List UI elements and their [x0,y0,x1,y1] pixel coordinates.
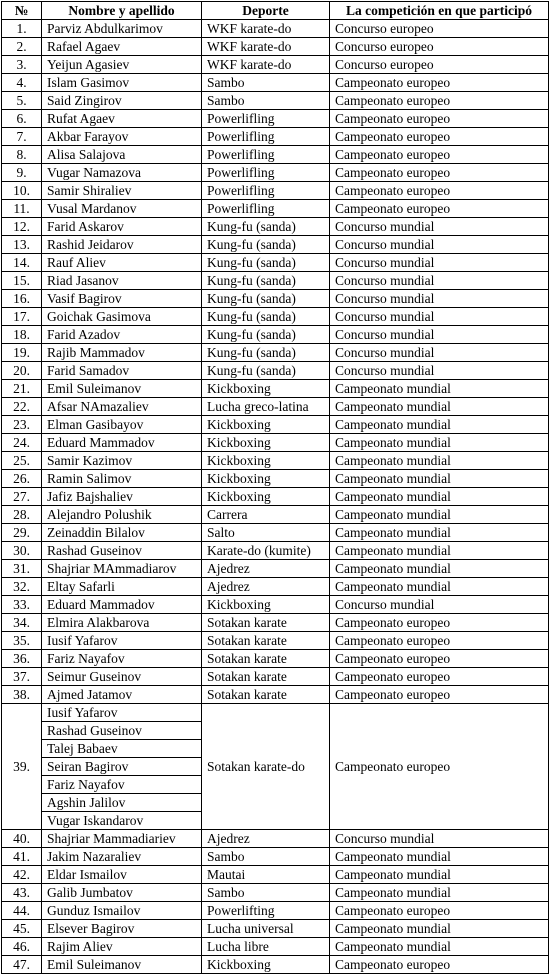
row-name: Eduard Mammadov [42,434,202,452]
row-sport: Kung-fu (sanda) [202,362,330,380]
row-number: 42. [2,866,42,884]
row-number: 40. [2,830,42,848]
row-number: 38. [2,686,42,704]
row-number: 28. [2,506,42,524]
row-sport: Powerlifting [202,902,330,920]
table-row [2,344,549,362]
row-number: 7. [2,128,42,146]
row-competition: Campeonato mundial [330,578,549,596]
row-competition: Campeonato mundial [330,884,549,902]
row-name: Rafael Agaev [42,38,202,56]
table-row [2,542,549,560]
row-name: Elmira Alakbarova [42,614,202,632]
row-number: 21. [2,380,42,398]
row-sport: Kickboxing [202,452,330,470]
row-name: Fariz Nayafov [42,650,202,668]
row-sport: Kung-fu (sanda) [202,236,330,254]
table-row [2,290,549,308]
row-name: Islam Gasimov [42,74,202,92]
row-competition: Concurso mundial [330,596,549,614]
row-sport: Salto [202,524,330,542]
row-name: Rauf Aliev [42,254,202,272]
row-name: Farid Azadov [42,326,202,344]
row-competition: Concurso europeo [330,56,549,74]
row-name: Rajib Mammadov [42,344,202,362]
row-competition: Campeonato europeo [330,686,549,704]
row-number: 44. [2,902,42,920]
row-sport: Powerlifling [202,128,330,146]
row-number: 4. [2,74,42,92]
row-number: 43. [2,884,42,902]
row-number: 17. [2,308,42,326]
row-number: 30. [2,542,42,560]
row-number: 8. [2,146,42,164]
row-sport: Kung-fu (sanda) [202,254,330,272]
row-number: 20. [2,362,42,380]
table-body-after [2,830,549,974]
row-sport: Kickboxing [202,956,330,974]
table-row [2,524,549,542]
row-name: Jafiz Bajshaliev [42,488,202,506]
row-name: Shajriar Mammadiariev [42,830,202,848]
row-sport: WKF karate-do [202,56,330,74]
header-competition: La competición en que participó [330,2,549,20]
table-row [2,92,549,110]
row-sport: WKF karate-do [202,38,330,56]
row-sport: Lucha universal [202,920,330,938]
group-member-name: Fariz Nayafov [42,776,202,794]
row-number: 45. [2,920,42,938]
row-name: Elman Gasibayov [42,416,202,434]
row-sport: Karate-do (kumite) [202,542,330,560]
row-sport: Kickboxing [202,470,330,488]
row-sport: Powerlifling [202,182,330,200]
table-row [2,146,549,164]
row-sport: Kickboxing [202,416,330,434]
table-row [2,38,549,56]
table-row [2,20,549,38]
row-sport: Powerlifling [202,200,330,218]
row-number: 1. [2,20,42,38]
row-competition: Campeonato europeo [330,614,549,632]
row-sport: Kickboxing [202,380,330,398]
row-sport: Sotakan karate [202,686,330,704]
row-number: 36. [2,650,42,668]
header-sport: Deporte [202,2,330,20]
row-name: Vasif Bagirov [42,290,202,308]
row-number: 18. [2,326,42,344]
row-competition: Concurso mundial [330,254,549,272]
group-sport: Sotakan karate-do [202,704,330,830]
group-member-name: Iusif Yafarov [42,704,202,722]
table-row [2,380,549,398]
row-sport: Ajedrez [202,560,330,578]
row-competition: Concurso mundial [330,236,549,254]
row-competition: Campeonato europeo [330,956,549,974]
row-competition: Campeonato europeo [330,200,549,218]
row-sport: Kung-fu (sanda) [202,290,330,308]
row-name: Akbar Farayov [42,128,202,146]
row-name: Alejandro Polushik [42,506,202,524]
table-row [2,416,549,434]
row-competition: Concurso mundial [330,362,549,380]
row-number: 11. [2,200,42,218]
row-competition: Campeonato mundial [330,470,549,488]
table-row [2,272,549,290]
row-sport: Kung-fu (sanda) [202,326,330,344]
row-name: Samir Kazimov [42,452,202,470]
row-competition: Campeonato europeo [330,92,549,110]
row-name: Jakim Nazaraliev [42,848,202,866]
row-name: Yeijun Agasiev [42,56,202,74]
row-name: Gunduz Ismailov [42,902,202,920]
row-competition: Concurso mundial [330,218,549,236]
row-sport: Sotakan karate [202,614,330,632]
table-row [2,470,549,488]
row-competition: Campeonato europeo [330,110,549,128]
row-sport: Powerlifling [202,146,330,164]
row-name: Vusal Mardanov [42,200,202,218]
row-competition: Campeonato europeo [330,146,549,164]
table-row [2,956,549,974]
row-name: Farid Askarov [42,218,202,236]
row-competition: Campeonato mundial [330,560,549,578]
row-competition: Campeonato europeo [330,668,549,686]
table-row [2,866,549,884]
row-sport: Sotakan karate [202,668,330,686]
row-number: 9. [2,164,42,182]
row-sport: Kung-fu (sanda) [202,272,330,290]
table-row [2,704,549,722]
table-row [2,920,549,938]
group-member-name: Agshin Jalilov [42,794,202,812]
row-number: 37. [2,668,42,686]
row-sport: Kickboxing [202,434,330,452]
table-row [2,614,549,632]
row-name: Riad Jasanov [42,272,202,290]
row-name: Elsever Bagirov [42,920,202,938]
row-number: 6. [2,110,42,128]
row-competition: Concurso europeo [330,20,549,38]
row-number: 2. [2,38,42,56]
row-number: 25. [2,452,42,470]
row-number: 5. [2,92,42,110]
row-number: 16. [2,290,42,308]
row-competition: Campeonato mundial [330,920,549,938]
row-sport: Sambo [202,848,330,866]
row-number: 3. [2,56,42,74]
row-name: Iusif Yafarov [42,632,202,650]
row-competition: Campeonato mundial [330,848,549,866]
row-sport: Sambo [202,74,330,92]
table-row [2,434,549,452]
row-competition: Concurso europeo [330,38,549,56]
row-competition: Campeonato mundial [330,380,549,398]
row-name: Rashad Guseinov [42,542,202,560]
table-row [2,578,549,596]
row-name: Seimur Guseinov [42,668,202,686]
row-sport: Ajedrez [202,578,330,596]
table-row [2,200,549,218]
table-row [2,128,549,146]
row-competition: Campeonato mundial [330,524,549,542]
row-competition: Concurso mundial [330,308,549,326]
row-name: Afsar NAmazaliev [42,398,202,416]
row-number: 14. [2,254,42,272]
row-name: Emil Suleimanov [42,380,202,398]
row-sport: Mautai [202,866,330,884]
row-name: Said Zingirov [42,92,202,110]
table-row [2,848,549,866]
row-name: Goichak Gasimova [42,308,202,326]
group-member-name: Rashad Guseinov [42,722,202,740]
row-name: Ramin Salimov [42,470,202,488]
row-sport: Kung-fu (sanda) [202,308,330,326]
row-sport: Kickboxing [202,596,330,614]
row-name: Eduard Mammadov [42,596,202,614]
table-row [2,560,549,578]
row-name: Eltay Safarli [42,578,202,596]
athletes-table [1,1,549,974]
row-number: 13. [2,236,42,254]
row-number: 12. [2,218,42,236]
table-row [2,632,549,650]
table-row [2,218,549,236]
row-name: Parviz Abdulkarimov [42,20,202,38]
table-row [2,938,549,956]
row-number: 15. [2,272,42,290]
group-member-name: Talej Babaev [42,740,202,758]
group-competition: Campeonato europeo [330,704,549,830]
row-number: 31. [2,560,42,578]
row-sport: Powerlifling [202,110,330,128]
header-row [2,2,549,20]
row-number: 33. [2,596,42,614]
row-competition: Campeonato mundial [330,866,549,884]
row-number: 26. [2,470,42,488]
row-name: Ajmed Jatamov [42,686,202,704]
row-competition: Campeonato europeo [330,128,549,146]
row-competition: Concurso mundial [330,326,549,344]
row-number: 10. [2,182,42,200]
row-sport: WKF karate-do [202,20,330,38]
row-sport: Lucha libre [202,938,330,956]
row-name: Emil Suleimanov [42,956,202,974]
row-competition: Campeonato europeo [330,902,549,920]
table-row [2,236,549,254]
row-name: Rajim Aliev [42,938,202,956]
row-competition: Campeonato europeo [330,182,549,200]
row-sport: Ajedrez [202,830,330,848]
table-row [2,596,549,614]
row-name: Samir Shiraliev [42,182,202,200]
row-name: Rashid Jeidarov [42,236,202,254]
row-number: 23. [2,416,42,434]
row-name: Galib Jumbatov [42,884,202,902]
row-sport: Sambo [202,884,330,902]
row-number: 32. [2,578,42,596]
row-competition: Campeonato europeo [330,164,549,182]
table-row [2,308,549,326]
row-name: Eldar Ismailov [42,866,202,884]
row-competition: Concurso mundial [330,344,549,362]
group-number: 39. [2,704,42,830]
table-row [2,830,549,848]
row-competition: Campeonato europeo [330,74,549,92]
row-competition: Campeonato mundial [330,398,549,416]
table-row [2,650,549,668]
table-row [2,452,549,470]
row-competition: Concurso mundial [330,272,549,290]
table-row [2,884,549,902]
row-competition: Concurso mundial [330,830,549,848]
header-name: Nombre y apellido [42,2,202,20]
row-competition: Campeonato mundial [330,416,549,434]
table-row [2,488,549,506]
table-row [2,686,549,704]
table-body-before [2,20,549,704]
row-competition: Campeonato mundial [330,542,549,560]
row-number: 47. [2,956,42,974]
table-row [2,902,549,920]
row-name: Vugar Namazova [42,164,202,182]
row-sport: Kung-fu (sanda) [202,218,330,236]
table-row [2,362,549,380]
row-sport: Carrera [202,506,330,524]
row-number: 46. [2,938,42,956]
row-number: 35. [2,632,42,650]
row-number: 29. [2,524,42,542]
row-competition: Campeonato mundial [330,488,549,506]
row-sport: Powerlifling [202,164,330,182]
row-number: 34. [2,614,42,632]
table-row [2,506,549,524]
row-name: Shajriar MAmmadiarov [42,560,202,578]
table-row [2,164,549,182]
row-sport: Sambo [202,92,330,110]
row-competition: Concurso mundial [330,290,549,308]
row-number: 22. [2,398,42,416]
row-name: Rufat Agaev [42,110,202,128]
row-competition: Campeonato europeo [330,650,549,668]
row-name: Farid Samadov [42,362,202,380]
table-row [2,254,549,272]
row-sport: Lucha greco-latina [202,398,330,416]
row-competition: Campeonato mundial [330,938,549,956]
row-sport: Sotakan karate [202,632,330,650]
group-member-name: Vugar Iskandarov [42,812,202,830]
row-sport: Kung-fu (sanda) [202,344,330,362]
table-row [2,326,549,344]
table-row [2,398,549,416]
row-number: 19. [2,344,42,362]
row-sport: Kickboxing [202,488,330,506]
row-number: 27. [2,488,42,506]
row-name: Alisa Salajova [42,146,202,164]
row-sport: Sotakan karate [202,650,330,668]
row-number: 41. [2,848,42,866]
group-member-name: Seiran Bagirov [42,758,202,776]
row-competition: Campeonato mundial [330,506,549,524]
table-row [2,182,549,200]
row-competition: Campeonato europeo [330,632,549,650]
row-name: Zeinaddin Bilalov [42,524,202,542]
table-row [2,110,549,128]
row-competition: Campeonato mundial [330,452,549,470]
header-number: № [2,2,42,20]
table-body-group [2,704,549,830]
table-row [2,56,549,74]
table-row [2,668,549,686]
row-competition: Campeonato mundial [330,434,549,452]
table-row [2,74,549,92]
row-number: 24. [2,434,42,452]
